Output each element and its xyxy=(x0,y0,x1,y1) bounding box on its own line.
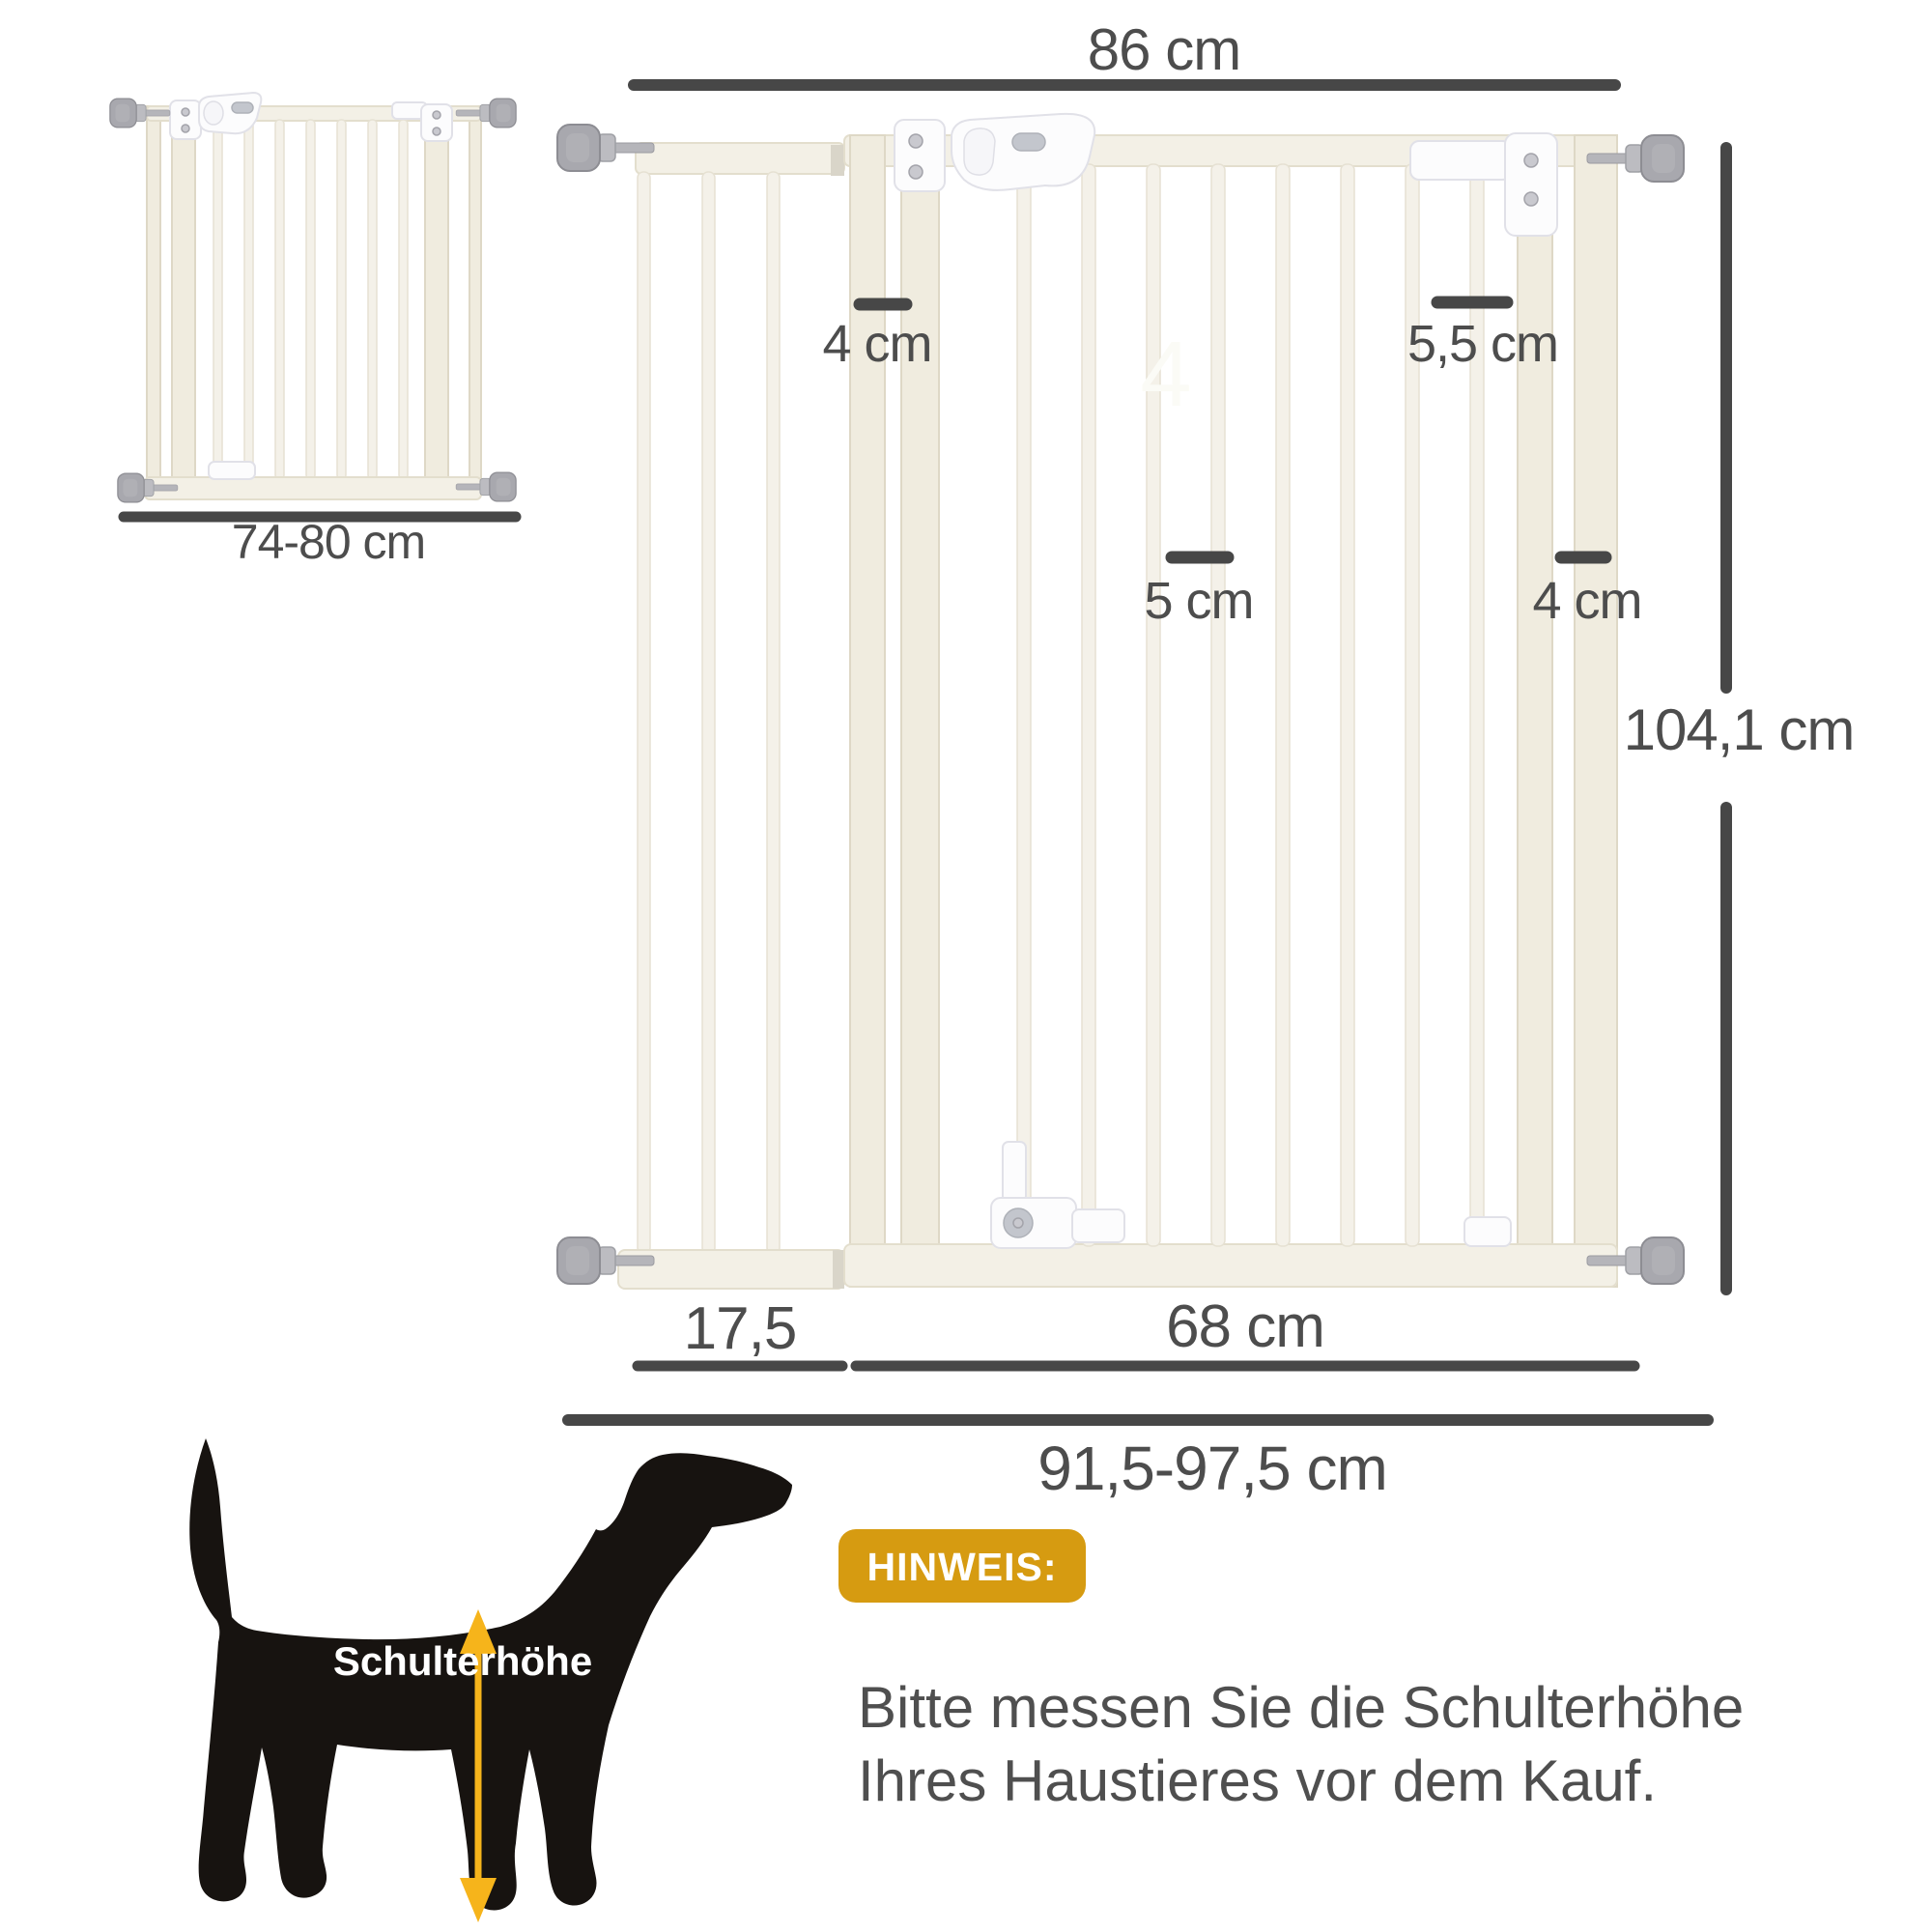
watermark-character: 4 xyxy=(1140,323,1192,426)
small-gate-width-label: 74-80 cm xyxy=(231,515,426,569)
post-gap-label: 5,5 cm xyxy=(1406,315,1559,373)
small-gate-bars xyxy=(213,120,408,479)
small-gate-hinge-icon xyxy=(170,100,201,139)
large-gate-extension xyxy=(618,143,844,1289)
bar-gap-center-label: 5 cm xyxy=(1144,572,1254,630)
large-gate-foot-pedal-icon xyxy=(991,1142,1124,1248)
large-gate-top-width-label: 86 cm xyxy=(1087,17,1241,82)
extension-width-label: 17,5 xyxy=(683,1295,797,1362)
large-gate xyxy=(557,17,1854,1503)
small-gate-foot-pedal-icon xyxy=(209,462,255,479)
large-gate-height-label: 104,1 cm xyxy=(1623,697,1855,762)
dog-figure xyxy=(189,1438,792,1922)
total-width-label: 91,5-97,5 cm xyxy=(1037,1434,1387,1503)
note-badge-label: HINWEIS: xyxy=(867,1545,1058,1589)
large-gate-hinge-icon xyxy=(895,120,945,191)
note-text-line1: Bitte messen Sie die Schulterhöhe xyxy=(858,1675,1745,1740)
door-width-label: 68 cm xyxy=(1166,1293,1324,1360)
large-gate-lock-tab-icon xyxy=(1464,1217,1511,1246)
large-gate-latch-handle-icon xyxy=(952,114,1094,190)
small-gate-knob-top-right-icon xyxy=(456,99,516,128)
shoulder-height-label: Schulterhöhe xyxy=(332,1638,593,1684)
small-gate-latch-handle-icon xyxy=(199,93,261,133)
note-section xyxy=(838,1529,1744,1813)
note-text-line2: Ihres Haustieres vor dem Kauf. xyxy=(858,1748,1658,1813)
bar-gap-right-label: 4 cm xyxy=(1532,572,1642,630)
bar-gap-left-label: 4 cm xyxy=(822,315,932,373)
small-gate xyxy=(110,93,516,569)
